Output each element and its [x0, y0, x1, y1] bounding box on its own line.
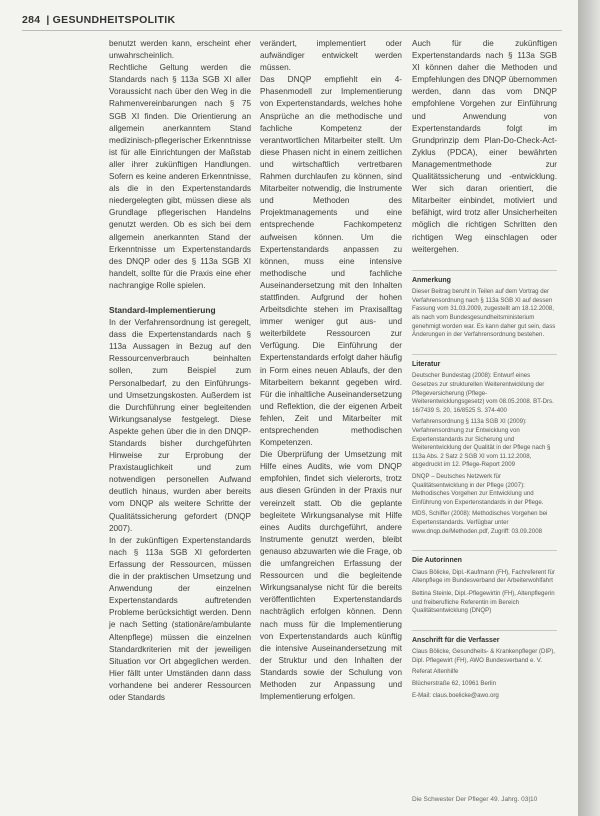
paragraph: benutzt werden kann, erscheint eher unwahrscheinlich.: [109, 39, 251, 61]
column-1: [109, 38, 251, 704]
literature-box: [412, 354, 557, 536]
paragraph: In der Verfahrensordnung ist geregelt, dass die Expertenstandards nach § 113a Aussagen in Bezug auf den Ressourcenverbrauch beinhalten sollen, zum Beispiel zum Personalbedarf, zu den Einführungs- und Umsetzungskosten. Außerdem ist die Durchführung einer begleitenden Wirkungsanalyse festgelegt. Diese Aspekte gehen über die in den DNQP-Standards bisher durchgeführten Hinweise zur Erprobung der Praxistauglichkeit und zum notwendigen personellen Aufwand deutlich hinaus, wurden aber bereits vom DNQP als weitere Schritte der Qualitätssicherung gefordert (DNQP 2007).: [109, 318, 251, 533]
paragraph: Auch für die zukünftigen Expertenstandards nach § 113a SGB XI können daher die Methoden und Empfehlungen des DNQP übernommen werden, dann das vom DNQP empfohlene Vorgehen zur Einführung und Anwendung von Expertenstandards folgt im Grundprinzip dem Plan-Do-Check-Act-Zyklus (PDCA), einer bewährten Managementmethode zur Qualitätssicherung und -entwicklung. Wer sich daran orientiert, die Mitarbeiter einbindet, motiviert und befähigt, wird trotz aller Unsicherheiten möglich die richtigen Schritten den richtigen Weg einschlagen oder weitergehen.: [412, 39, 557, 254]
page-edge-shadow: [578, 0, 600, 816]
address-line: Referat Altenhilfe: [412, 668, 459, 676]
note-text: Dieser Beitrag beruht in Teilen auf dem Vortrag der Verfahrensordnung nach § 113a SGB XI auf dessen Fassung vom 31.03.2009, zugestellt am 18.12.2008, als nach vom Bundesgesundheitsministerium genehmigt worden war. Es kann daher gut sein, dass Änderungen in der Verfahrensordnung bestehen.: [412, 288, 556, 339]
reference-item: MDS, Schiffer (2008): Methodisches Vorgehen bei Expertenstandards. Verfügbar unter www.dnqp.de/Methoden.pdf, Zugriff: 03.09.2008: [412, 510, 548, 535]
address-line: Claus Bölicke, Gesundheits- & Krankenpfleger (DIP), Dipl. Pflegewirt (FH), AWO Bundesverband e. V.: [412, 648, 555, 664]
header-rule: [22, 30, 562, 31]
literature-heading: Literatur: [412, 360, 441, 368]
address-box: [412, 630, 557, 701]
paragraph: In der zukünftigen Expertenstandards nach § 113a SGB XI geforderten Erfassung der Ressourcen, müssen die in der praktischen Umsetzung und Anwendung der einzelnen Expertenstandards auftretenden Probleme berücksichtigt werden. Denn je nach Setting (stationäre/ambulante Altenpflege) müssen die einzelnen Standardkriterien mit der jeweiligen Situation vor Ort abgeglichen werden. Hier fällt unter Umständen dann dass vorhandene bei anderer Ressourcen oder Standards: [109, 535, 251, 702]
email-address: E-Mail: claus.boelicke@awo.org: [412, 691, 499, 699]
paragraph: Die Überprüfung der Umsetzung mit Hilfe eines Audits, wie vom DNQP empfohlen, findet sich vielerorts, trotz aus diesen Gründen in der Praxis nur vereinzelt statt. Ob die geplante begleitete Wirkungsanalyse mit Hilfe eines Audits durchgeführt, andere Instrumente genutzt werden, bleibt genauso abzuwarten wie die Frage, ob die umfangreichen Erfassung der Ressourcen und die begleitende Wirkungsanalyse nicht für die bereits veröffentlichten Expertenstandards nachträglich erfolgen können. Denn nach muss für die Implementierung von Expertenstandards auch künftig die intensive Auseinandersetzung mit der Struktur und den Inhalten der Standards sowie der Schulung von Methoden zur Anpassung und Implementierung erfolgen.: [260, 450, 402, 702]
note-box: [412, 270, 557, 340]
author-item: Bettina Steinle, Dipl.-Pflegewirtin (FH), Altenpflegerin und freiberufliche Referentin im Bereich Qualitätsentwicklung (DNQP): [412, 589, 555, 615]
address-line: Blücherstraße 62, 10961 Berlin: [412, 680, 497, 688]
section-heading: Standard-Implementierung: [109, 304, 216, 315]
authors-box: [412, 550, 557, 616]
note-heading: Anmerkung: [412, 276, 451, 284]
paragraph: Rechtliche Geltung werden die Standards nach § 113a SGB XI aller Voraussicht nach über den Weg in die Rahmenvereinbarungen nach § 75 SGB XI finden. Die Orientierung an allgemein anerkanntem Stand medizinisch-pflegerischer Erkenntnisse ist für alle Einrichtungen der Maßstab aller ihrer zukünftigen Handlungen. Sofern es keine anderen Erkenntnisse, als die in den Expertenstandards niedergelegten gibt, müssen diese als Grundlage pflegerischen Handelns genutzt werden. Ob es sich bei dem allgemein anerkannten Stand der Erkenntnisse um Expertenstandards des DNQP oder des § 113a SGB XI handelt, sollte für die Praxis eine eher nachrangige Rolle spielen.: [109, 63, 251, 290]
author-item: Claus Bölicke, Dipl.-Kaufmann (FH), Fachreferent für Altenpflege im Bundesverband der Arbeiterwohlfahrt: [412, 568, 555, 585]
section-title: GESUNDHEITSPOLITIK: [52, 14, 176, 26]
running-header: 284 | GESUNDHEITSPOLITIK: [22, 14, 176, 26]
authors-heading: Die Autorinnen: [412, 557, 462, 565]
column-3: [412, 38, 557, 703]
reference-item: Deutscher Bundestag (2008): Entwurf eines Gesetzes zur strukturellen Weiterentwicklung der Pflegeversicherung (Pflege-Weiterentwicklungsgesetz) vom 08.05.2008. BT-Drs. 16/7439 S. 20, 16/8525 S. 374-400: [412, 372, 554, 414]
column-2: [260, 38, 402, 703]
running-footer: Die Schwester Der Pfleger 49. Jahrg. 03|10: [412, 796, 538, 803]
page-number: 284: [22, 14, 41, 26]
paragraph: verändert, implementiert oder aufwändiger entwickelt werden müssen.: [260, 39, 402, 73]
reference-item: DNQP – Deutsches Netzwerk für Qualitätsentwicklung in der Pflege (2007): Methodisches Vorgehen zur Entwicklung und Einführung von Expertenstandards in der Pflege.: [412, 472, 544, 506]
reference-item: Verfahrensordnung § 113a SGB XI (2009): Verfahrensordnung zur Entwicklung von Expertenstandards zur Sicherung und Weiterentwicklung der Qualität in der Pflege nach § 113a Abs. 2 Satz 2 SGB XI vom 11.12.2008, abgedruckt im 12. Pflege-Report 2009: [412, 418, 551, 469]
paragraph: Das DNQP empfiehlt ein 4-Phasenmodell zur Implementierung von Expertenstandards, welches hohe Ansprüche an die methodische und fachliche Kompetenz der verantwortlichen Mitarbeiter stellt. Um diese Phasen nicht in einem zeitlichen und wirtschaftlich vertretbaren Rahmen durchlaufen zu können, sind Mitarbeiter notwendig, die Instrumente und Methoden des Projektmanagements und eine entsprechende Fachkompetenz aufweisen können. Um die Expertenstandards anpassen zu können, muss eine intensive methodische und fachliche Auseinandersetzung mit den Inhalten stattfinden. Aufgrund der hohen Arbeitsdichte stehen im Praxisalltag immer weniger gut aus- und weiterbildete Ressourcen zur Verfügung. Die Einführung der Expertenstandards erfolgt daher häufig in Form eines neuen Ablaufs, der den Mitarbeitern bekannt gegeben wird. Für die inhaltliche Auseinandersetzung und Reflektion, die der eigenen Arbeit fehlen, Zeit und Mitarbeiter mit entsprechenden methodischen Kompetenzen.: [260, 75, 402, 448]
address-heading: Anschrift für die Verfasser: [412, 636, 500, 644]
